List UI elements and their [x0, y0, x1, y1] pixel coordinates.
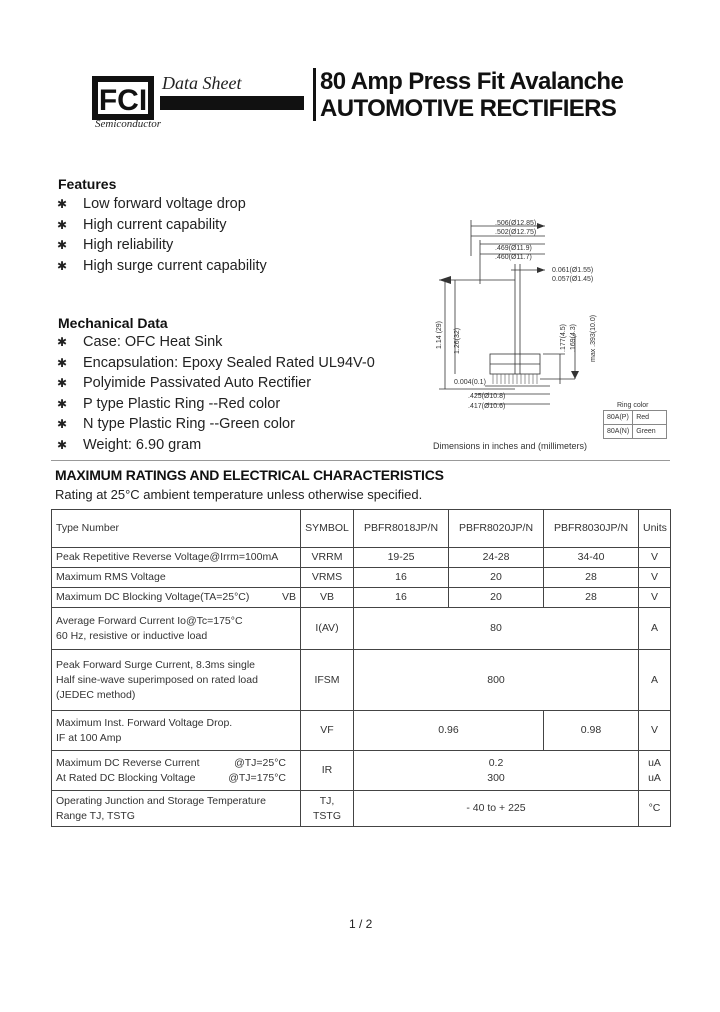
bullet-asterisk-icon: ✱	[57, 238, 68, 252]
param-symbol: VRMS	[301, 568, 354, 588]
features-heading: Features	[58, 176, 117, 192]
value-cell: 16	[354, 588, 449, 608]
title-line-1: 80 Amp Press Fit Avalanche	[320, 68, 624, 95]
param-label: Maximum Inst. Forward Voltage Drop. IF at 100 Amp	[52, 711, 301, 751]
list-item: ✱ Polyimide Passivated Auto Rectifier	[57, 373, 375, 394]
ring-color-table	[603, 402, 667, 439]
value-cell: 34-40	[544, 548, 639, 568]
col-units: Units	[639, 510, 671, 548]
value-cell: 0.96	[354, 711, 544, 751]
title-line-2: AUTOMOTIVE RECTIFIERS	[320, 95, 617, 122]
value-cell: 0.2 300	[354, 751, 639, 791]
ring-color: Red	[633, 411, 666, 425]
list-item: ✱ Case: OFC Heat Sink	[57, 332, 375, 353]
param-label: Peak Repetitive Reverse Voltage@Irrm=100mA	[52, 548, 301, 568]
list-item: ✱ High reliability	[57, 235, 267, 256]
table-row	[604, 425, 667, 439]
ring-color-heading: Ring color	[617, 402, 649, 409]
bullet-asterisk-icon: ✱	[57, 217, 68, 232]
col-symbol: SYMBOL	[301, 510, 354, 548]
value-cell: 800	[354, 650, 639, 711]
param-label: Maximum DC Reverse Current @TJ=25°C At Rated DC Blocking Voltage @TJ=175°C	[52, 751, 301, 791]
header-bar	[160, 96, 304, 110]
data-sheet-label: Data Sheet	[162, 73, 242, 93]
dim-label: 1.26(32)	[454, 327, 461, 354]
value-cell: - 40 to + 225	[354, 791, 639, 827]
col-part-3: PBFR8030JP/N	[544, 510, 639, 548]
table-row	[52, 568, 671, 588]
ratings-heading: MAXIMUM RATINGS AND ELECTRICAL CHARACTERISTICS	[55, 467, 444, 483]
unit-cell: V	[639, 548, 671, 568]
dim-label: .502(Ø12.75)	[495, 229, 537, 236]
param-symbol: IR	[301, 751, 354, 791]
dim-label: 0.004(0.1)	[454, 379, 486, 386]
ratings-note: Rating at 25°C ambient temperature unless otherwise specified.	[55, 487, 423, 502]
bullet-asterisk-icon: ✱	[57, 437, 68, 452]
features-list	[57, 194, 267, 276]
col-type-number: Type Number	[52, 510, 301, 548]
page-number: 1 / 2	[349, 917, 373, 931]
value-cell: 80	[354, 608, 639, 650]
dim-label: .506(Ø12.85)	[495, 220, 537, 227]
param-label: Peak Forward Surge Current, 8.3ms single Half sine-wave superimposed on rated load (JEDEC method)	[52, 650, 301, 711]
value-cell: 28	[544, 568, 639, 588]
fci-logo	[92, 74, 154, 122]
mechanical-list	[57, 332, 375, 455]
table-row	[52, 588, 671, 608]
ring-color: Green	[633, 425, 666, 439]
table-row	[52, 650, 671, 711]
bullet-asterisk-icon: ✱	[57, 258, 68, 273]
value-cell: 20	[449, 568, 544, 588]
dim-label: .425(Ø10.8)	[468, 393, 506, 400]
dim-label: .169(4.3)	[570, 323, 577, 352]
ring-type: 80A(P)	[604, 411, 633, 425]
dim-label: 0.057(Ø1.45)	[552, 276, 594, 283]
dim-label: .460(Ø11.7)	[495, 254, 532, 261]
table-row	[52, 751, 671, 791]
param-symbol: VRRM	[301, 548, 354, 568]
company-label: Semiconductor	[95, 118, 161, 130]
ratings-table	[51, 509, 671, 827]
param-symbol: IFSM	[301, 650, 354, 711]
section-divider	[51, 460, 670, 461]
param-label: Maximum RMS Voltage	[52, 568, 301, 588]
list-item: ✱ High current capability	[57, 215, 267, 236]
table-row	[52, 711, 671, 751]
unit-cell: °C	[639, 791, 671, 827]
unit-cell: V	[639, 711, 671, 751]
value-cell: 0.98	[544, 711, 639, 751]
unit-cell: V	[639, 588, 671, 608]
param-symbol: I(AV)	[301, 608, 354, 650]
ring-type: 80A(N)	[604, 425, 633, 439]
dimension-caption: Dimensions in inches and (millimeters)	[433, 441, 588, 451]
table-header-row	[52, 510, 671, 548]
mechanical-heading: Mechanical Data	[58, 315, 168, 331]
bullet-asterisk-icon: ✱	[57, 396, 68, 411]
bullet-asterisk-icon: ✱	[57, 335, 68, 349]
logo-text: FCI	[98, 84, 148, 117]
unit-cell: uA uA	[639, 751, 671, 791]
param-label: Operating Junction and Storage Temperature Range TJ, TSTG	[52, 791, 301, 827]
param-symbol: VF	[301, 711, 354, 751]
value-cell: 28	[544, 588, 639, 608]
table-row	[52, 608, 671, 650]
dim-label: 1.14 (29)	[436, 320, 443, 349]
list-item: ✱ N type Plastic Ring --Green color	[57, 414, 375, 435]
list-item: ✱ P type Plastic Ring --Red color	[57, 394, 375, 415]
unit-cell: V	[639, 568, 671, 588]
param-symbol: VB	[301, 588, 354, 608]
bullet-asterisk-icon: ✱	[57, 417, 68, 431]
value-cell: 20	[449, 588, 544, 608]
dim-label: .469(Ø11.9)	[495, 245, 532, 252]
param-label: Average Forward Current Io@Tc=175°C 60 Hz, resistive or inductive load	[52, 608, 301, 650]
list-item: ✱ High surge current capability	[57, 256, 267, 277]
dim-label: 0.061(Ø1.55)	[552, 267, 594, 274]
value-cell: 19-25	[354, 548, 449, 568]
bullet-asterisk-icon: ✱	[57, 197, 68, 211]
list-item: ✱ Low forward voltage drop	[57, 194, 267, 215]
table-row	[52, 791, 671, 827]
table-row	[604, 411, 667, 425]
dim-label: max .393(10.0)	[590, 314, 597, 362]
col-part-1: PBFR8018JP/N	[354, 510, 449, 548]
value-cell: 24-28	[449, 548, 544, 568]
header-divider	[313, 68, 316, 121]
dim-label: .177(4.5)	[560, 323, 567, 352]
bullet-asterisk-icon: ✱	[57, 376, 68, 390]
unit-cell: A	[639, 608, 671, 650]
dim-label: .417(Ø10.6)	[468, 403, 506, 410]
list-item: ✱ Weight: 6.90 gram	[57, 435, 375, 456]
param-symbol: TJ, TSTG	[301, 791, 354, 827]
param-label: Maximum DC Blocking Voltage(TA=25°C) VB	[52, 588, 301, 608]
unit-cell: A	[639, 650, 671, 711]
bullet-asterisk-icon: ✱	[57, 355, 68, 370]
value-cell: 16	[354, 568, 449, 588]
col-part-2: PBFR8020JP/N	[449, 510, 544, 548]
page-title	[320, 68, 623, 122]
list-item: ✱ Encapsulation: Epoxy Sealed Rated UL94V-0	[57, 353, 375, 374]
table-row	[52, 548, 671, 568]
